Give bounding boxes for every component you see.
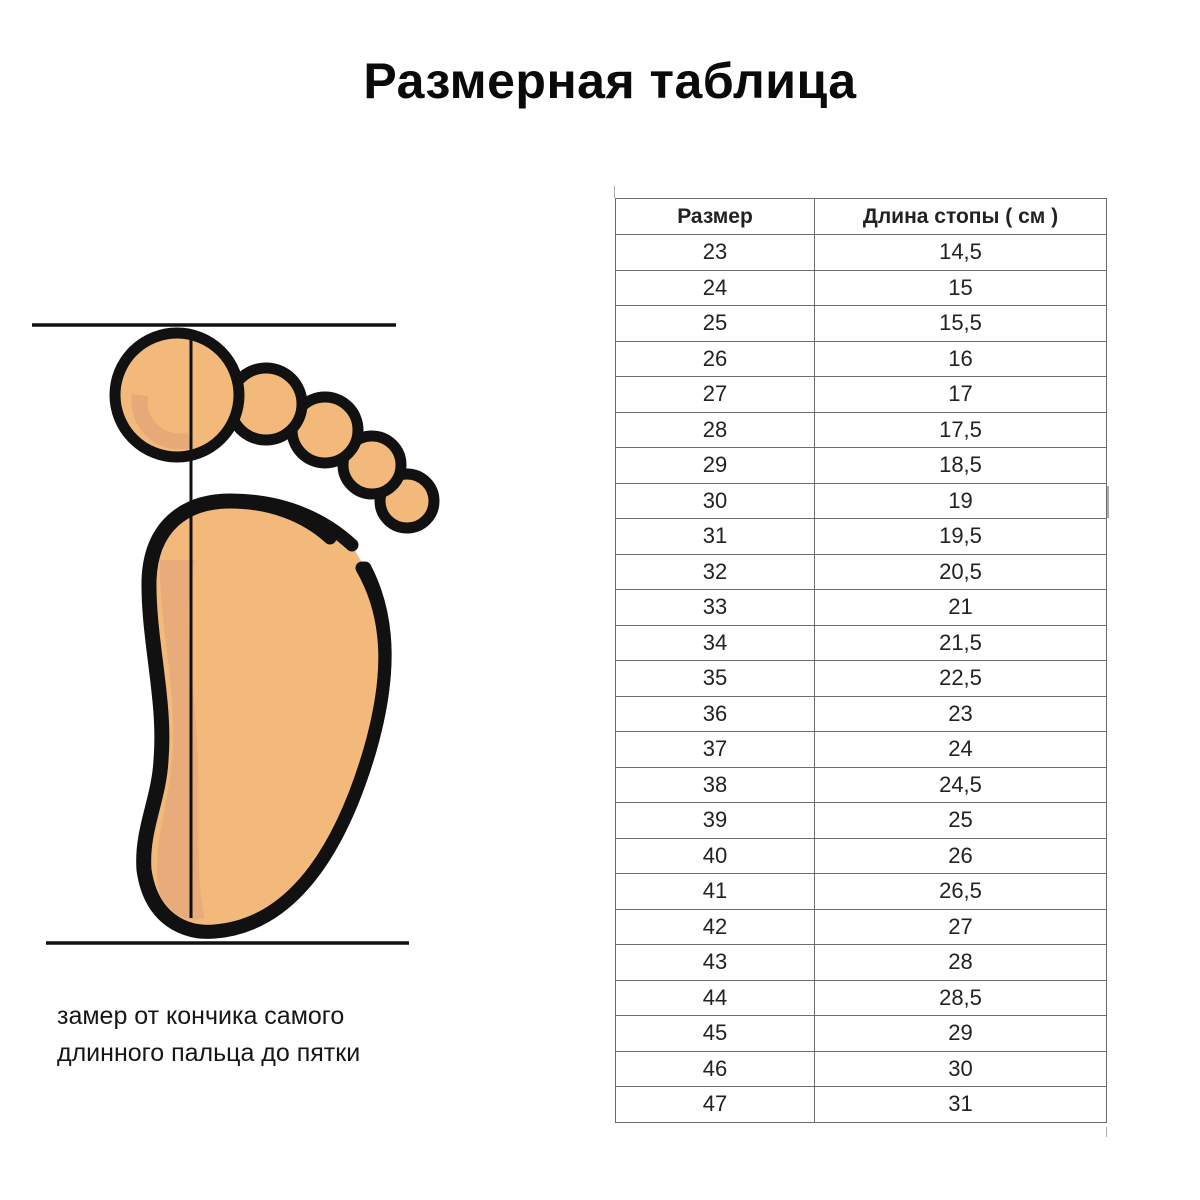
table-row <box>616 945 1107 981</box>
page-title: Размерная таблица <box>363 53 857 109</box>
size-cell: 30 <box>616 483 815 519</box>
table-row <box>616 732 1107 768</box>
size-cell: 43 <box>616 945 815 981</box>
table-row <box>616 554 1107 590</box>
caption-line-2: длинного пальца до пятки <box>57 1039 361 1067</box>
foot-length-cell: 26 <box>815 838 1107 874</box>
foot-length-cell: 29 <box>815 1016 1107 1052</box>
foot-length-cell: 17,5 <box>815 412 1107 448</box>
foot-length-cell: 26,5 <box>815 874 1107 910</box>
table-row <box>616 519 1107 555</box>
size-cell: 29 <box>616 448 815 484</box>
table-row <box>616 306 1107 342</box>
size-cell: 36 <box>616 696 815 732</box>
size-table <box>615 198 1107 1123</box>
table-row <box>616 767 1107 803</box>
header-size: Размер <box>616 199 815 235</box>
foot-length-cell: 22,5 <box>815 661 1107 697</box>
header-foot-length: Длина стопы ( см ) <box>815 199 1107 235</box>
size-cell: 40 <box>616 838 815 874</box>
table-row <box>616 270 1107 306</box>
size-cell: 27 <box>616 377 815 413</box>
size-cell: 32 <box>616 554 815 590</box>
foot-length-cell: 14,5 <box>815 235 1107 271</box>
measurement-caption <box>57 998 477 1072</box>
size-cell: 24 <box>616 270 815 306</box>
foot-length-cell: 17 <box>815 377 1107 413</box>
size-cell: 46 <box>616 1051 815 1087</box>
foot-length-cell: 25 <box>815 803 1107 839</box>
size-cell: 25 <box>616 306 815 342</box>
table-row <box>616 696 1107 732</box>
foot-length-cell: 19,5 <box>815 519 1107 555</box>
table-row <box>616 1051 1107 1087</box>
foot-length-cell: 21,5 <box>815 625 1107 661</box>
size-cell: 31 <box>616 519 815 555</box>
foot-length-cell: 21 <box>815 590 1107 626</box>
size-cell: 45 <box>616 1016 815 1052</box>
table-row <box>616 235 1107 271</box>
table-row <box>616 661 1107 697</box>
table-row <box>616 1087 1107 1123</box>
table-row <box>616 448 1107 484</box>
table-corner-tick <box>614 186 615 198</box>
table-row <box>616 590 1107 626</box>
foot-length-cell: 16 <box>815 341 1107 377</box>
foot-length-cell: 18,5 <box>815 448 1107 484</box>
table-row <box>616 909 1107 945</box>
size-cell: 34 <box>616 625 815 661</box>
foot-length-cell: 31 <box>815 1087 1107 1123</box>
foot-length-cell: 30 <box>815 1051 1107 1087</box>
table-row <box>616 412 1107 448</box>
foot-length-cell: 28 <box>815 945 1107 981</box>
size-cell: 26 <box>616 341 815 377</box>
size-cell: 33 <box>616 590 815 626</box>
size-cell: 38 <box>616 767 815 803</box>
foot-icon <box>20 310 450 960</box>
table-side-tick <box>1107 486 1109 518</box>
size-cell: 47 <box>616 1087 815 1123</box>
table-row <box>616 803 1107 839</box>
table-header-row <box>616 199 1107 235</box>
foot-length-cell: 20,5 <box>815 554 1107 590</box>
size-cell: 35 <box>616 661 815 697</box>
foot-length-cell: 15,5 <box>815 306 1107 342</box>
foot-length-cell: 27 <box>815 909 1107 945</box>
size-cell: 28 <box>616 412 815 448</box>
table-bottom-tick <box>1106 1127 1107 1137</box>
size-cell: 42 <box>616 909 815 945</box>
table-row <box>616 1016 1107 1052</box>
size-cell: 39 <box>616 803 815 839</box>
caption-line-1: замер от кончика самого <box>57 1002 345 1030</box>
size-cell: 44 <box>616 980 815 1016</box>
foot-length-cell: 19 <box>815 483 1107 519</box>
table-row <box>616 341 1107 377</box>
foot-length-cell: 23 <box>815 696 1107 732</box>
foot-length-cell: 24 <box>815 732 1107 768</box>
size-cell: 41 <box>616 874 815 910</box>
table-row <box>616 625 1107 661</box>
size-cell: 23 <box>616 235 815 271</box>
table-row <box>616 838 1107 874</box>
table-row <box>616 377 1107 413</box>
foot-length-cell: 24,5 <box>815 767 1107 803</box>
table-row <box>616 980 1107 1016</box>
foot-length-cell: 15 <box>815 270 1107 306</box>
table-row <box>616 483 1107 519</box>
size-cell: 37 <box>616 732 815 768</box>
table-row <box>616 874 1107 910</box>
foot-length-cell: 28,5 <box>815 980 1107 1016</box>
